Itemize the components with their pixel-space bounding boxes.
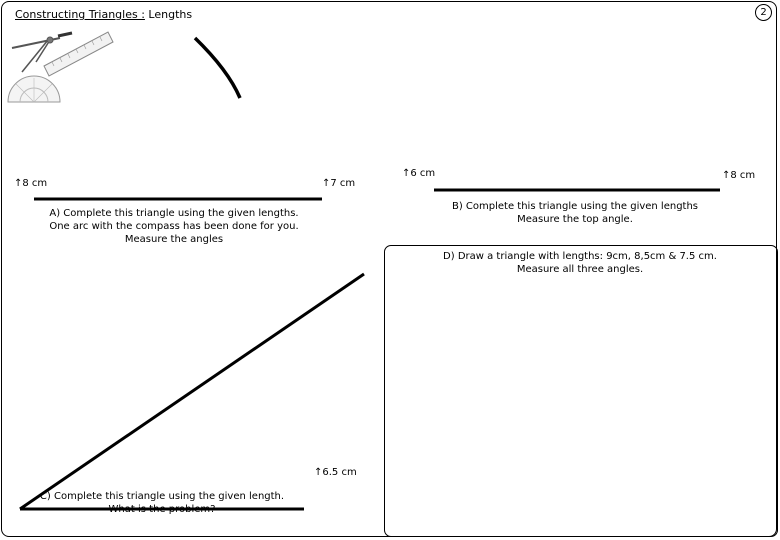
caption-a — [28, 207, 320, 246]
caption-b — [430, 200, 720, 226]
caption-a-line: One arc with the compass has been done for you. — [49, 221, 299, 232]
caption-d-line: D) Draw a triangle with lengths: 9cm, 8,5cm & 7.5 cm. — [443, 251, 717, 262]
page-number-badge: 2 — [755, 4, 772, 21]
compass-arc — [195, 38, 240, 98]
title-rest: Lengths — [144, 8, 193, 21]
caption-b-line: Measure the top angle. — [517, 214, 633, 225]
caption-c-line: What is the problem? — [108, 504, 216, 515]
label-c-end: ↑6.5 cm — [314, 467, 357, 478]
geometry-tools-icon — [8, 32, 113, 102]
title-underlined: Constructing Triangles : — [15, 8, 145, 21]
caption-c — [12, 490, 312, 516]
label-b-left: ↑6 cm — [402, 168, 436, 179]
label-b-right: ↑8 cm — [722, 170, 756, 181]
caption-a-line: A) Complete this triangle using the given lengths. — [49, 208, 299, 219]
drawing-box-d[interactable] — [384, 245, 778, 537]
label-a-left: ↑8 cm — [14, 178, 48, 189]
caption-d — [420, 250, 740, 276]
label-a-right: ↑7 cm — [322, 178, 356, 189]
caption-c-line: C) Complete this triangle using the given length. — [39, 491, 285, 502]
caption-b-line: B) Complete this triangle using the given lengths — [451, 201, 699, 212]
caption-a-line: Measure the angles — [124, 234, 224, 245]
angled-line-c — [20, 274, 364, 509]
caption-d-line: Measure all three angles. — [516, 264, 644, 275]
